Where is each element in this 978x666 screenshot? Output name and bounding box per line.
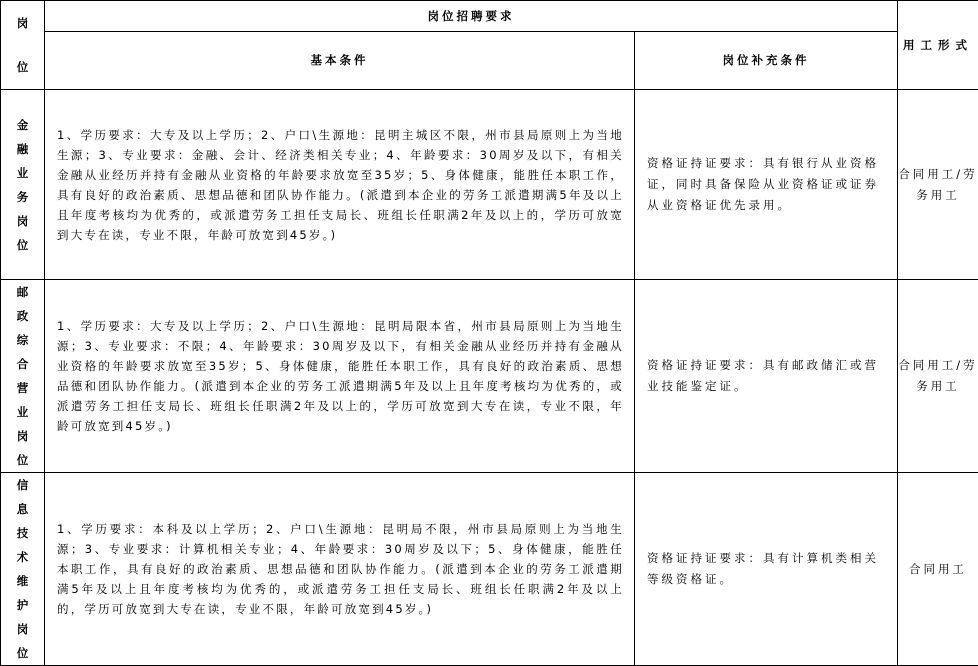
employment-form-cell: 合同用工/劳务用工	[898, 90, 978, 280]
basic-conditions-cell: 1、学历要求：大专及以上学历；2、户口\生源地：昆明主城区不限，州市县局原则上为当地生源；3、专业要求：金融、会计、经济类相关专业；4、年龄要求：30周岁及以下，有相关金融从业经历并持有金融从业资格的年龄要求放宽至35岁；5、身体健康，能胜任本职工作，具有良好的政治素质、思想品德和团队协作能力。(派遣到本企业的劳务工派遣期满5年及以上且年度考核均为优秀的，或派遣劳务工担任支局长、班组长任职满2年及以上的，学历可放宽到大专在读，专业不限，年龄可放宽到45岁。)	[45, 90, 635, 280]
supplementary-conditions-cell: 资格证持证要求：具有邮政储汇或营业技能鉴定证。	[635, 280, 898, 473]
position-name	[1, 473, 45, 666]
table-row	[1, 90, 978, 280]
supplementary-conditions-cell: 资格证持证要求：具有银行从业资格证，同时具备保险从业资格证或证券从业资格证优先录用。	[635, 90, 898, 280]
position-name-text: 邮 政 综 合 营 业 岗 位	[1, 280, 44, 472]
basic-conditions-cell: 1、学历要求：大专及以上学历；2、户口\生源地：昆明局限本省，州市县局原则上为当地生源；3、专业要求：不限；4、年龄要求：30周岁及以下，有相关金融从业经历并持有金融从业资格的年龄要求放宽至35岁；5、身体健康，能胜任本职工作，具有良好的政治素质、思想品德和团队协作能力。(派遣到本企业的劳务工派遣期满5年及以上且年度考核均为优秀的，或派遣劳务工担任支局长、班组长任职满2年及以上的，学历可放宽到大专在读，专业不限，年龄可放宽到45岁。)	[45, 280, 635, 473]
supplementary-conditions-cell: 资格证持证要求：具有计算机类相关等级资格证。	[635, 473, 898, 666]
header-position	[1, 1, 45, 90]
header-basic-conditions: 基本条件	[45, 31, 635, 89]
position-name	[1, 280, 45, 473]
table-row	[1, 473, 978, 666]
header-position-text: 岗 位	[1, 1, 44, 89]
basic-conditions-cell: 1、学历要求：本科及以上学历；2、户口\生源地：昆明局不限，州市县局原则上为当地生源；3、专业要求：计算机相关专业；4、年龄要求：30周岁及以下；5、身体健康，能胜任本职工作，具有良好的政治素质、思想品德和团队协作能力。(派遣到本企业的劳务工派遣期满5年及以上且年度考核均为优秀的，或派遣劳务工担任支局长、班组长任职满2年及以上的，学历可放宽到大专在读，专业不限，年龄可放宽到45岁。)	[45, 473, 635, 666]
position-name	[1, 90, 45, 280]
position-name-text: 信 息 技 术 维 护 岗 位	[1, 473, 44, 665]
header-supplementary-conditions: 岗位补充条件	[635, 31, 898, 89]
table-row	[1, 280, 978, 473]
header-employment-form	[898, 1, 978, 90]
header-requirements: 岗位招聘要求	[45, 1, 898, 32]
employment-form-cell: 合同用工/劳务用工	[898, 280, 978, 473]
position-name-text: 金 融 业 务 岗 位	[1, 113, 44, 257]
header-employment-form-text: 用工形式	[903, 38, 973, 52]
employment-form-cell: 合同用工	[898, 473, 978, 666]
